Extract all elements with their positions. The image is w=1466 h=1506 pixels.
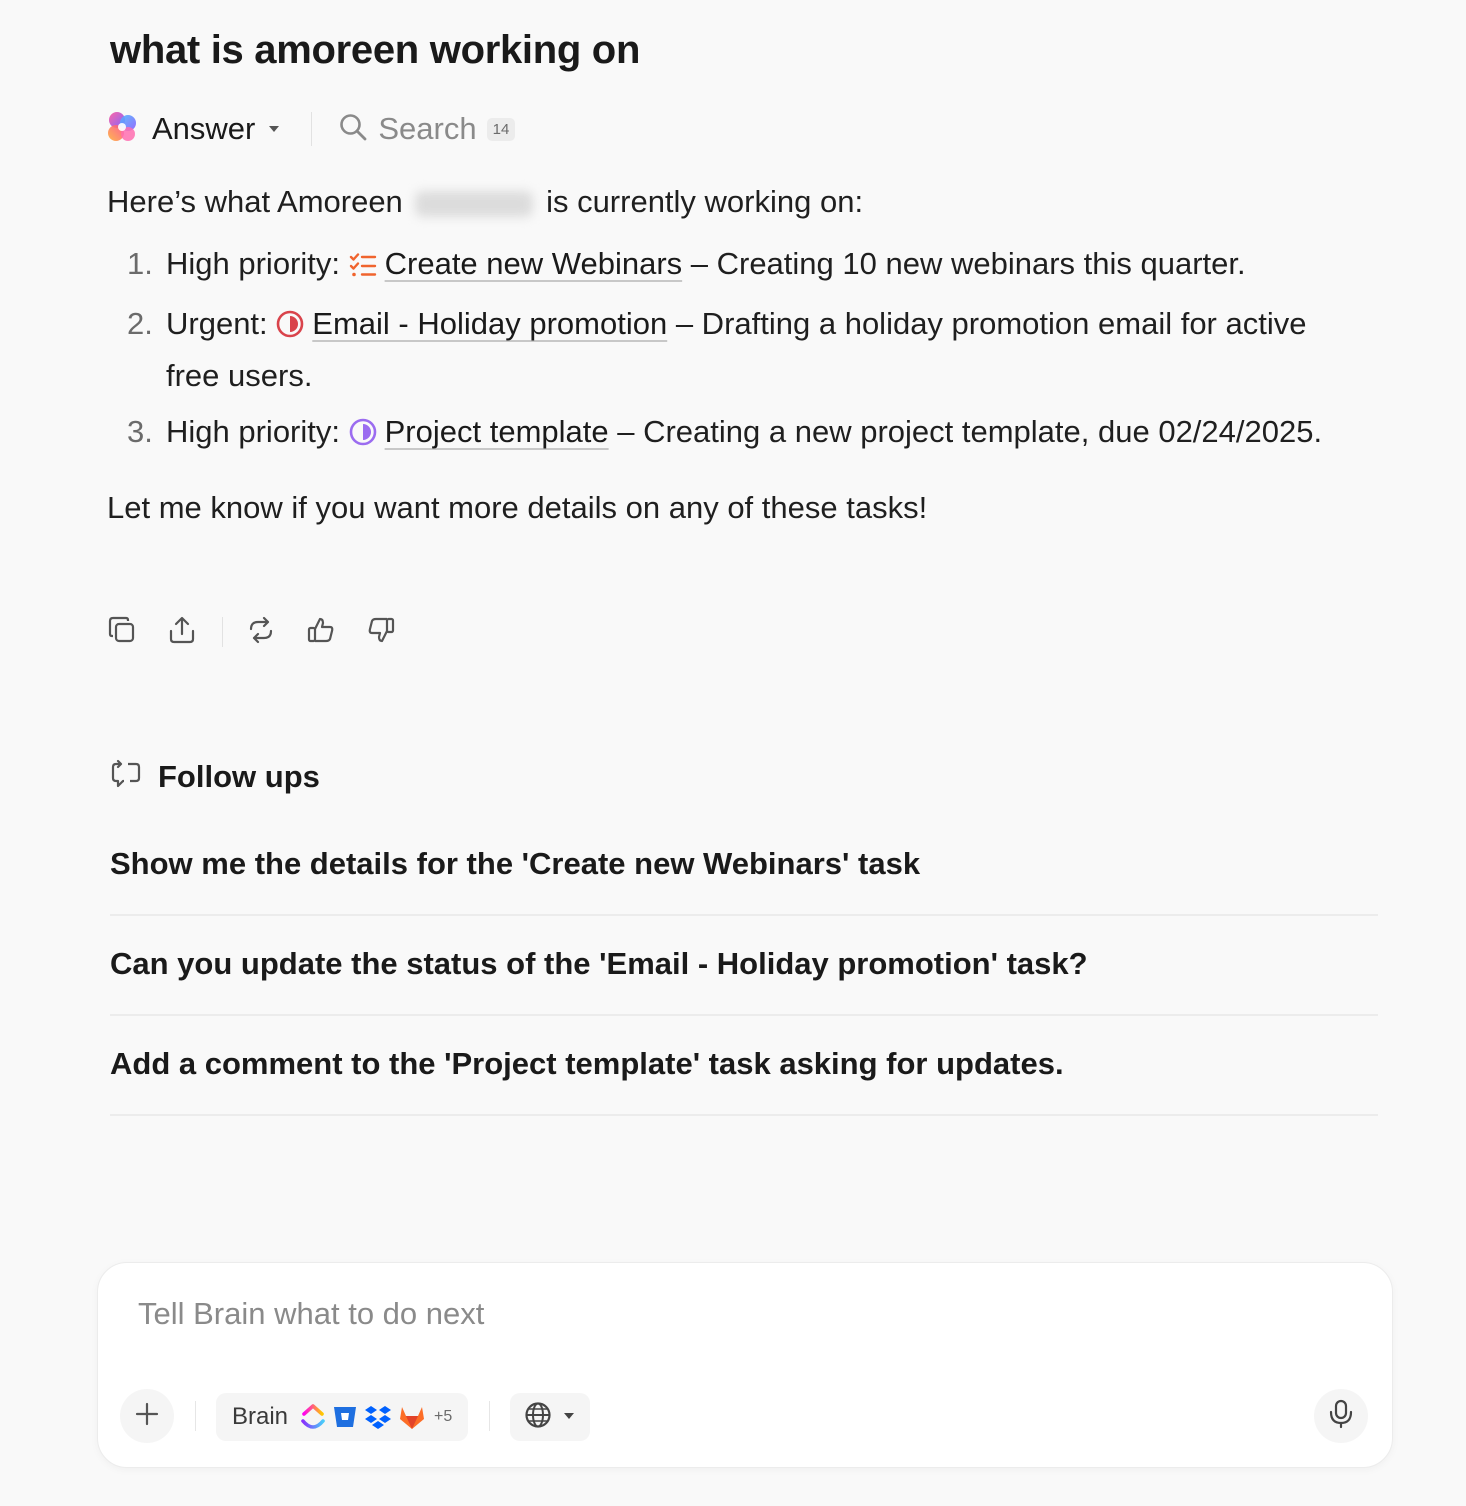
task-link-create-new-webinars[interactable]: Create new Webinars (384, 246, 683, 281)
brain-label: Brain (232, 1403, 289, 1430)
prompt-input[interactable] (136, 1293, 1290, 1335)
status-half-circle-icon (349, 412, 377, 460)
answer-intro-after: is currently working on: (546, 184, 864, 219)
followup-item[interactable]: Show me the details for the 'Create new Webinars' task (110, 816, 1378, 916)
add-button[interactable] (120, 1389, 174, 1443)
tab-answer-label: Answer (152, 111, 256, 146)
followup-item[interactable]: Can you update the status of the 'Email - Holiday promotion' task? (110, 916, 1378, 1016)
thumbs-down-icon (366, 615, 396, 650)
thumbs-up-icon (306, 615, 336, 650)
more-sources-count: +5 (434, 1408, 453, 1425)
voice-input-button[interactable] (1314, 1389, 1368, 1443)
followups-list (110, 816, 1378, 1116)
brain-logo-icon (104, 109, 140, 150)
list-item (107, 408, 1357, 460)
priority-label: High priority: (166, 246, 340, 281)
tab-search-label: Search (378, 111, 477, 146)
tab-answer[interactable] (104, 109, 281, 150)
answer-body (107, 178, 1357, 532)
result-tabs (104, 106, 515, 152)
share-icon (167, 615, 197, 650)
list-item (107, 240, 1357, 292)
answer-intro (107, 178, 1357, 226)
composer (97, 1262, 1393, 1468)
query-title: what is amoreen working on (110, 28, 641, 72)
copy-icon (107, 615, 137, 650)
dropbox-icon (364, 1404, 392, 1430)
chevron-down-icon (267, 121, 281, 139)
task-description: – Creating a new project template, due 02/24/2025. (608, 414, 1323, 449)
redacted-surname (415, 191, 533, 217)
followups-header (110, 758, 320, 795)
microphone-icon (1328, 1399, 1354, 1434)
list-checks-icon (349, 244, 377, 292)
answer-actions (106, 616, 397, 648)
search-icon (338, 112, 368, 147)
task-link-email-holiday-promotion[interactable]: Email - Holiday promotion (312, 306, 668, 341)
regenerate-button[interactable] (245, 616, 277, 648)
list-number: 3. (127, 414, 153, 449)
brain-sources-button[interactable] (216, 1393, 468, 1441)
task-link-project-template[interactable]: Project template (384, 414, 609, 449)
globe-icon (524, 1401, 552, 1434)
list-item (107, 300, 1357, 400)
tab-search[interactable] (338, 111, 515, 147)
divider (195, 1401, 196, 1431)
search-count-badge: 14 (487, 118, 516, 141)
divider (489, 1401, 490, 1431)
list-number: 2. (127, 306, 153, 341)
followups-title: Follow ups (158, 758, 320, 794)
web-search-toggle[interactable] (510, 1393, 590, 1441)
clickup-icon (300, 1403, 326, 1431)
bitbucket-icon (332, 1404, 358, 1430)
thumbs-up-button[interactable] (305, 616, 337, 648)
list-number: 1. (127, 246, 153, 281)
chevron-down-icon (562, 1408, 576, 1426)
regenerate-icon (246, 615, 276, 650)
chat-loop-icon (110, 758, 142, 795)
priority-label: Urgent: (166, 306, 268, 341)
task-description: – Drafting a holiday promotion email for active free users. (166, 306, 1307, 393)
answer-closing: Let me know if you want more details on any of these tasks! (107, 490, 928, 525)
thumbs-down-button[interactable] (365, 616, 397, 648)
answer-intro-before: Here’s what Amoreen (107, 184, 403, 219)
divider (311, 112, 312, 146)
plus-icon (135, 1402, 159, 1431)
priority-label: High priority: (166, 414, 340, 449)
task-description: – Creating 10 new webinars this quarter. (682, 246, 1246, 281)
gitlab-icon (398, 1404, 426, 1430)
followup-item[interactable]: Add a comment to the 'Project template' task asking for updates. (110, 1016, 1378, 1116)
divider (222, 617, 223, 647)
status-half-circle-icon (276, 304, 304, 352)
task-list (107, 240, 1357, 460)
share-button[interactable] (166, 616, 198, 648)
copy-button[interactable] (106, 616, 138, 648)
